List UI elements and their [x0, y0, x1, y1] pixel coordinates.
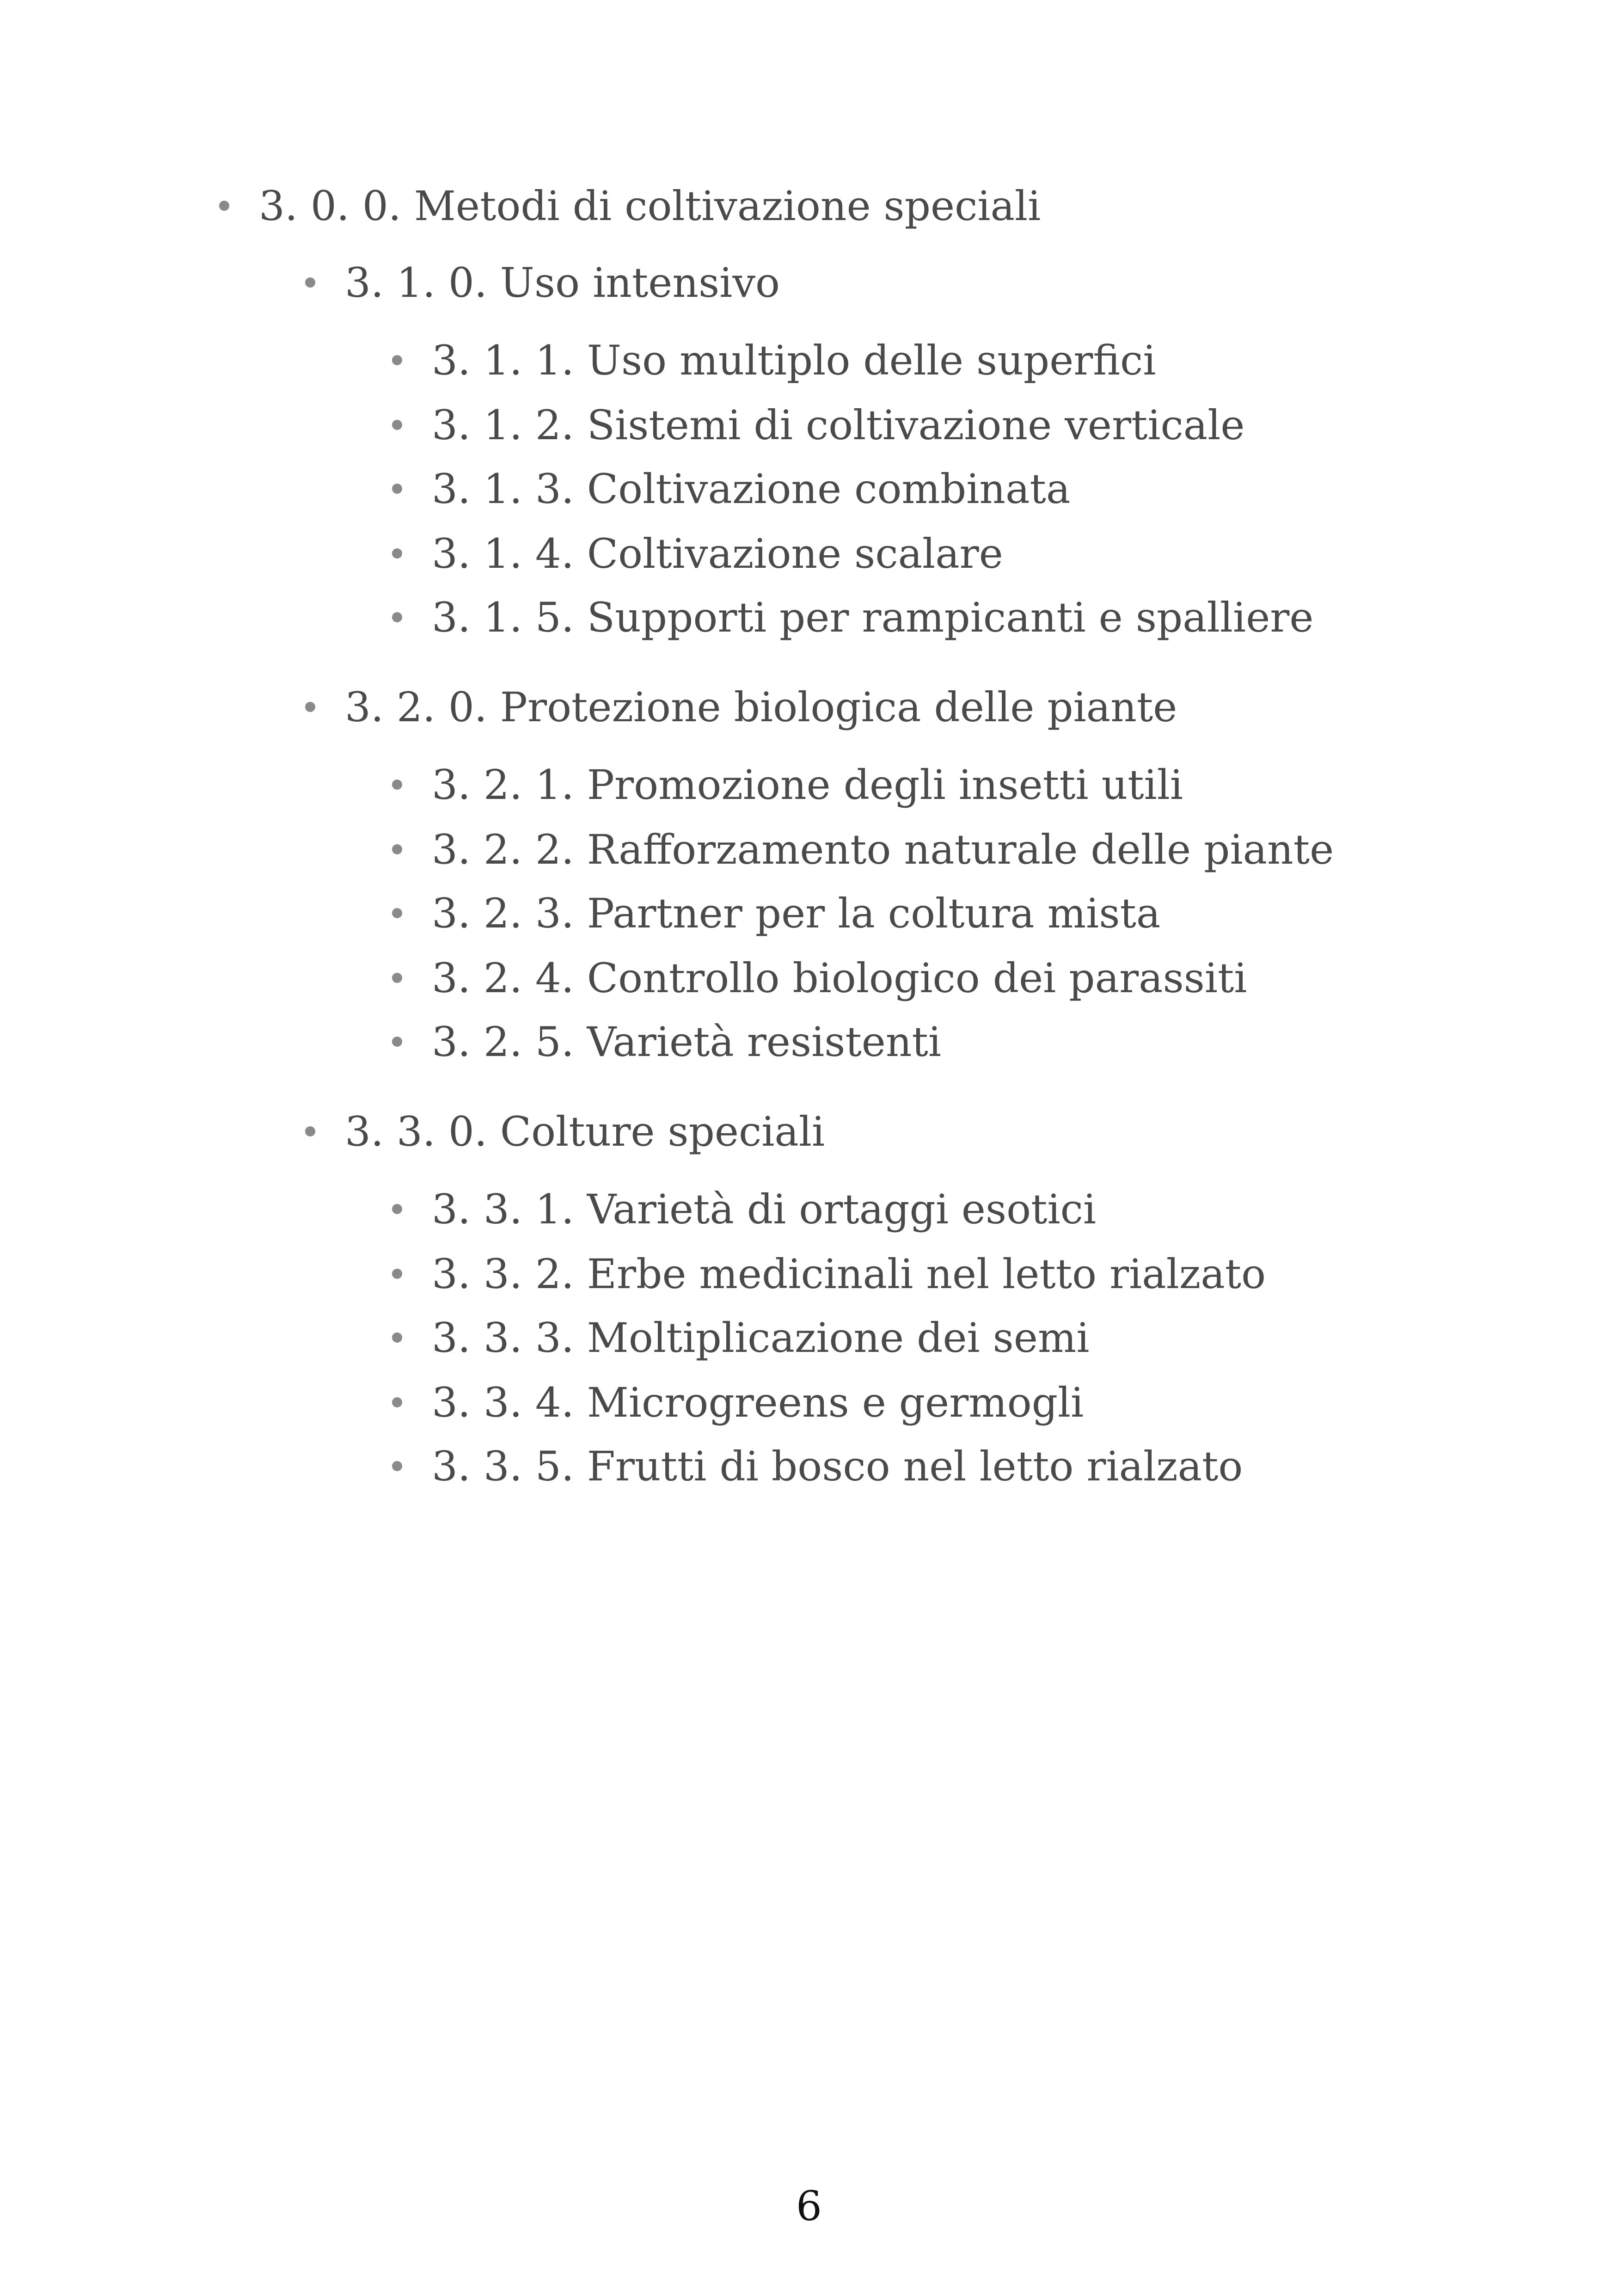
- bullet-icon: [305, 1126, 315, 1136]
- toc-section-title: 3. 3. 0. Colture speciali: [345, 1108, 825, 1155]
- toc-item: 3. 3. 2. Erbe medicinali nel letto rialzato: [432, 1250, 1266, 1298]
- bullet-icon: [392, 780, 402, 790]
- bullet-icon: [392, 973, 402, 983]
- toc-item: 3. 2. 5. Varietà resistenti: [432, 1018, 942, 1066]
- toc-item: 3. 2. 1. Promozione degli insetti utili: [432, 761, 1183, 809]
- bullet-icon: [392, 1461, 402, 1471]
- toc-item: 3. 1. 1. Uso multiplo delle superfici: [432, 337, 1156, 384]
- toc-item: 3. 3. 3. Moltiplicazione dei semi: [432, 1314, 1090, 1362]
- bullet-icon: [392, 1269, 402, 1279]
- page-number: 6: [796, 2182, 822, 2230]
- bullet-icon: [219, 201, 229, 211]
- bullet-icon: [392, 548, 402, 559]
- toc-item: 3. 1. 3. Coltivazione combinata: [432, 465, 1071, 513]
- bullet-icon: [392, 1332, 402, 1343]
- bullet-icon: [392, 612, 402, 622]
- bullet-icon: [392, 908, 402, 918]
- bullet-icon: [392, 1037, 402, 1047]
- toc-item: 3. 3. 1. Varietà di ortaggi esotici: [432, 1185, 1097, 1233]
- bullet-icon: [392, 420, 402, 430]
- toc-item: 3. 2. 2. Rafforzamento naturale delle piante: [432, 826, 1334, 873]
- bullet-icon: [392, 484, 402, 494]
- toc-item: 3. 2. 3. Partner per la coltura mista: [432, 890, 1161, 937]
- toc-level1-title: 3. 0. 0. Metodi di coltivazione speciali: [259, 182, 1041, 230]
- toc-item: 3. 3. 4. Microgreens e germogli: [432, 1379, 1084, 1426]
- bullet-icon: [392, 355, 402, 365]
- bullet-icon: [392, 844, 402, 854]
- toc-item: 3. 3. 5. Frutti di bosco nel letto rialzato: [432, 1443, 1243, 1490]
- bullet-icon: [305, 277, 315, 288]
- toc-item: 3. 1. 2. Sistemi di coltivazione verticale: [432, 401, 1245, 449]
- bullet-icon: [392, 1204, 402, 1214]
- bullet-icon: [392, 1397, 402, 1407]
- toc-item: 3. 1. 5. Supporti per rampicanti e spalliere: [432, 594, 1314, 641]
- toc-section-title: 3. 1. 0. Uso intensivo: [345, 259, 780, 307]
- toc-item: 3. 1. 4. Coltivazione scalare: [432, 530, 1003, 577]
- toc-item: 3. 2. 4. Controllo biologico dei parassiti: [432, 954, 1247, 1002]
- toc-section-title: 3. 2. 0. Protezione biologica delle piante: [345, 683, 1177, 731]
- bullet-icon: [305, 702, 315, 712]
